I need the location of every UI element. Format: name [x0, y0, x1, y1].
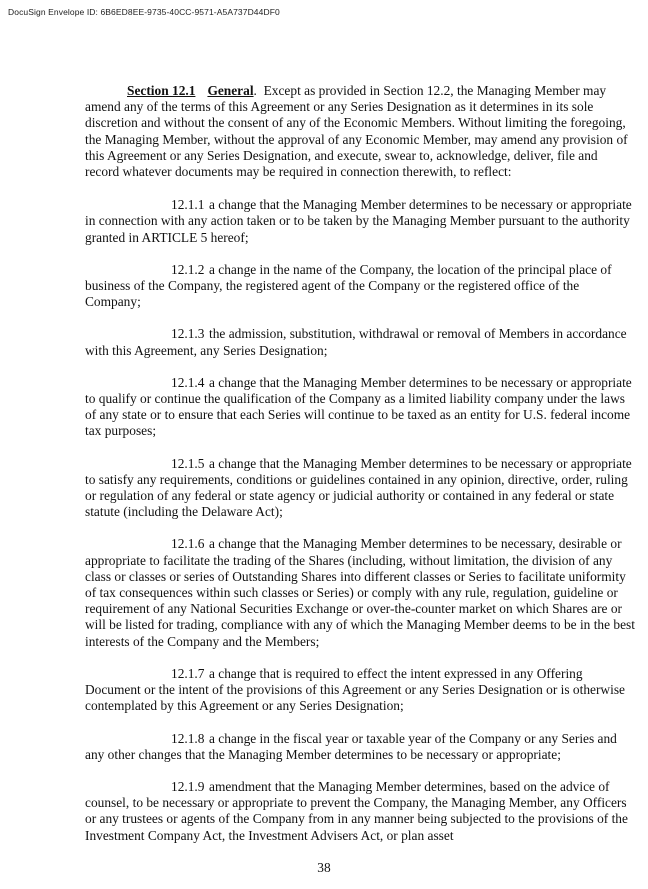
- clause-12-1-7: [85, 666, 635, 715]
- clause-number: 12.1.7: [171, 665, 205, 681]
- clause-number: 12.1.3: [171, 326, 205, 342]
- clause-12-1-6: [85, 536, 635, 649]
- clause-text: a change that is required to effect the intent expressed in any Offering Document or the intent of the provisions of this Agreement or any Series Designation or is otherwise contemplated by this Agreement or any Series Designation;: [85, 665, 625, 714]
- clause-12-1-5: [85, 456, 635, 521]
- clause-number: 12.1.1: [171, 197, 205, 213]
- clause-text: a change in the name of the Company, the location of the principal place of business of the Company, the registered agent of the Company or the registered office of the Company;: [85, 261, 612, 310]
- section-number: Section 12.1: [127, 83, 196, 98]
- clause-number: 12.1.4: [171, 374, 205, 390]
- page-number: 38: [317, 860, 331, 875]
- clause-number: 12.1.6: [171, 536, 205, 552]
- section-body: Except as provided in Section 12.2, the Managing Member may amend any of the terms of this Agreement or any Series Designation as it determines in its sole discretion and without the consent of any of the Economic Members. Without limiting the foregoing, the Managing Member, without the approval of any Economic Member, may amend any provision of this Agreement or any Series Designation, and execute, swear to, acknowledge, deliver, file and record whatever documents may be required in connection therewith, to reflect:: [85, 83, 628, 180]
- clause-number: 12.1.8: [171, 730, 205, 746]
- clause-text: amendment that the Managing Member determines, based on the advice of counsel, to be necessary or appropriate to prevent the Company, the Managing Member, any Officers or any trustees or agents of the Company from in any manner being subjected to the provisions of the Investment Company Act, the Investment Advisers Act, or plan asset: [85, 778, 628, 843]
- clause-text: a change that the Managing Member determines to be necessary or appropriate in connection with any action taken or to be taken by the Managing Member pursuant to the authority granted in ARTICLE 5 hereof;: [85, 197, 632, 245]
- section-title-punct: .: [253, 83, 257, 98]
- section-title: General: [207, 83, 254, 98]
- clause-12-1-9: [85, 779, 635, 844]
- clause-text: a change that the Managing Member determines to be necessary or appropriate to qualify or continue the qualification of the Company as a limited liability company under the laws of any state or to ensure that each Series will continue to be taxed as an entity for U.S. federal income tax purposes;: [85, 374, 632, 439]
- clause-12-1-2: [85, 262, 635, 311]
- document-body: [85, 83, 635, 860]
- clause-12-1-8: [85, 731, 635, 763]
- envelope-id: DocuSign Envelope ID: 6B6ED8EE-9735-40CC-9571-A5A737D44DF0: [8, 7, 280, 17]
- clause-12-1-4: [85, 375, 635, 440]
- clause-text: the admission, substitution, withdrawal or removal of Members in accordance with this Agreement, any Series Designation;: [85, 326, 627, 358]
- clause-text: a change that the Managing Member determines to be necessary, desirable or appropriate to facilitate the trading of the Shares (including, without limitation, the division of any class or classes or series of Outstanding Shares into different classes or Series to facilitate uniformity of tax consequences within such classes or Series) or comply with any rule, regulation, guideline or requirement of any National Securities Exchange or over-the-counter market on which Shares are or will be listed for trading, compliance with any of which the Managing Member deems to be in the best interests of the Company and the Members;: [85, 536, 635, 649]
- section-paragraph: [85, 83, 635, 180]
- clause-number: 12.1.5: [171, 455, 205, 471]
- clause-12-1-1: [85, 197, 635, 246]
- clause-text: a change that the Managing Member determines to be necessary or appropriate to satisfy any requirements, conditions or guidelines contained in any opinion, directive, order, ruling or regulation of any federal or state agency or judicial authority or contained in any federal or state statute (including the Delaware Act);: [85, 455, 632, 520]
- clause-12-1-3: [85, 326, 635, 358]
- clause-number: 12.1.2: [171, 261, 205, 277]
- clause-number: 12.1.9: [171, 778, 205, 794]
- clause-text: a change in the fiscal year or taxable year of the Company or any Series and any other changes that the Managing Member determines to be necessary or appropriate;: [85, 730, 617, 762]
